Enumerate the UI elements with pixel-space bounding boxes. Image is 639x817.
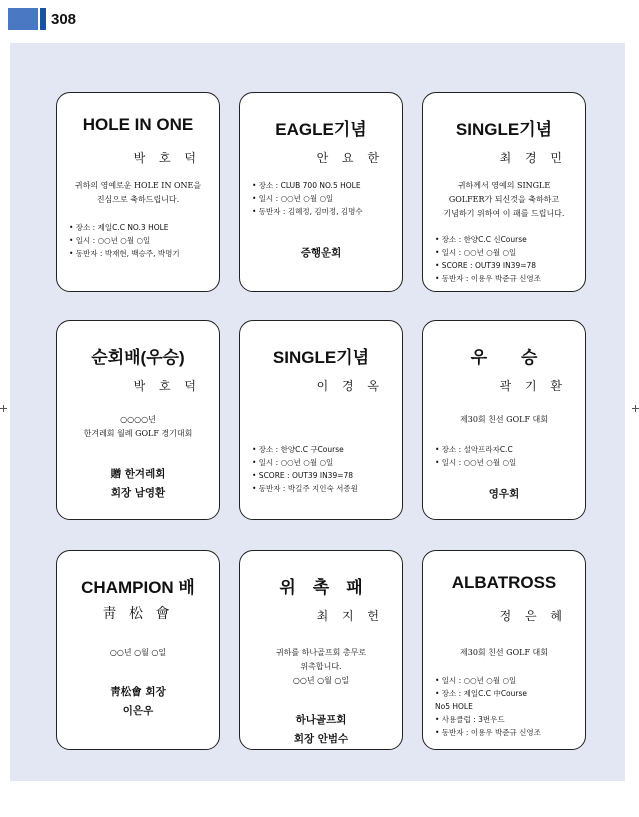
plaque-message — [429, 413, 579, 427]
plaque-card — [56, 550, 220, 750]
plaque-title: SINGLE기념 — [455, 120, 553, 139]
plaque-signature — [240, 244, 402, 263]
message-line: 제30회 친선 GOLF 대회 — [460, 415, 548, 424]
plaque-card — [422, 92, 586, 292]
detail-line: • 장소 : 한양C.C 구Course — [252, 445, 344, 454]
detail-line: • 일시 : ○○년 ○월 ○일 — [435, 676, 517, 685]
crop-mark-right-v — [635, 405, 636, 412]
plaque-card — [239, 320, 403, 520]
plaque-signature — [423, 485, 585, 504]
detail-line: • 일시 : ○○년 ○월 ○일 — [252, 194, 334, 203]
recipient-name: 곽 기 환 — [499, 379, 567, 393]
detail-line: • 사용클럽 : 3번우드 — [435, 715, 505, 724]
detail-line: • 장소 : CLUB 700 NO.5 HOLE — [252, 181, 361, 190]
detail-line: • 동반자 : 김혜정, 김미정, 김명수 — [252, 207, 363, 216]
message-line: 진심으로 축하드립니다. — [96, 195, 180, 204]
page-number-bar — [8, 8, 38, 30]
detail-line: • 일시 : ○○년 ○월 ○일 — [252, 458, 334, 467]
plaque-title: SINGLE기념 — [272, 348, 370, 367]
plaque-subtitle: 靑 松 會 — [102, 606, 174, 622]
signature-line: 하나골프회 — [295, 714, 347, 726]
message-line: ○○년 ○월 ○일 — [292, 676, 350, 685]
detail-line: • 장소 : 제일C.C NO.3 HOLE — [69, 223, 169, 232]
plaque-card — [239, 550, 403, 750]
recipient-name: 최 경 민 — [499, 151, 567, 165]
detail-line: • 동반자 : 이용우 박준규 신영조 — [435, 274, 541, 283]
plaque-message — [63, 646, 213, 660]
plaque-message — [63, 179, 213, 207]
detail-line: • SCORE : OUT39 IN39=78 — [252, 471, 354, 480]
plaque-details — [252, 179, 396, 218]
detail-line: • 동반자 : 박길주 지인숙 서종원 — [252, 484, 358, 493]
message-line: 귀하의 영예로운 HOLE IN ONE을 — [74, 181, 202, 190]
plaque-card — [422, 550, 586, 750]
plaque-message — [429, 179, 579, 221]
message-line: 귀하를 하나골프회 총무로 — [275, 648, 367, 657]
detail-line: • 일시 : ○○년 ○월 ○일 — [69, 236, 151, 245]
plaque-details — [252, 443, 396, 495]
detail-line: • SCORE : OUT39 IN39=78 — [435, 261, 537, 270]
message-line: 제30회 친선 GOLF 대회 — [460, 648, 548, 657]
page-number: 308 — [51, 10, 77, 28]
recipient-name: 박 호 덕 — [133, 151, 201, 165]
plaque-title: HOLE IN ONE — [82, 115, 194, 134]
plaque-message — [246, 646, 396, 688]
page-number-badge — [8, 8, 76, 30]
message-line: GOLFER가 되신것을 축하하고 — [448, 195, 560, 204]
message-line: 한겨레회 월례 GOLF 경기대회 — [83, 429, 193, 438]
page-number-bar-accent — [40, 8, 46, 30]
crop-mark-left-v — [3, 405, 4, 412]
detail-line: No5 HOLE — [435, 702, 473, 711]
plaque-message — [429, 646, 579, 660]
plaque-details — [69, 221, 213, 260]
plaque-title: 우 승 — [470, 348, 538, 367]
message-line: ○○○○년 — [120, 415, 156, 424]
detail-line: • 장소 : 제일C.C 中Course — [435, 689, 528, 698]
detail-line: • 동반자 : 박재현, 백승주, 박명기 — [69, 249, 180, 258]
plaque-details — [435, 674, 579, 739]
plaque-signature — [57, 465, 219, 503]
signature-line: 증행운회 — [300, 247, 342, 259]
detail-line: • 동반자 : 이용우 박준규 신영조 — [435, 728, 541, 737]
recipient-name: 안 요 한 — [316, 151, 384, 165]
plaque-card — [239, 92, 403, 292]
recipient-name: 최 지 헌 — [316, 609, 384, 623]
plaque-title: CHAMPION 배 — [81, 578, 195, 597]
detail-line: • 장소 : 설악프라자C.C — [435, 445, 513, 454]
message-line: ○○년 ○월 ○일 — [109, 648, 167, 657]
recipient-name: 정 은 혜 — [499, 609, 567, 623]
message-line: 귀하께서 영예의 SINGLE — [457, 181, 551, 190]
plaque-details — [435, 233, 579, 285]
plaque-title: 위 촉 패 — [279, 578, 363, 597]
plaque-card — [56, 320, 220, 520]
signature-line: 贈 한겨레회 — [110, 468, 166, 480]
plaque-signature — [57, 683, 219, 721]
message-line: 기념하기 위하여 이 패를 드립니다. — [443, 209, 565, 218]
detail-line: • 장소 : 한양C.C 신Course — [435, 235, 527, 244]
plaque-card — [56, 92, 220, 292]
detail-line: • 일시 : ○○년 ○월 ○일 — [435, 248, 517, 257]
plaque-title: EAGLE기념 — [275, 120, 367, 139]
plaque-title: 순회배(우승) — [91, 348, 185, 367]
signature-line: 회장 남영환 — [110, 487, 166, 499]
signature-line: 靑松會 회장 — [110, 686, 166, 698]
recipient-name: 박 호 덕 — [133, 379, 201, 393]
signature-line: 회장 안범수 — [293, 733, 349, 745]
plaque-signature — [240, 711, 402, 749]
plaque-message — [63, 413, 213, 441]
signature-line: 이은우 — [122, 705, 154, 717]
recipient-name: 이 경 옥 — [316, 379, 384, 393]
plaque-details — [435, 443, 579, 469]
detail-line: • 일시 : ○○년 ○월 ○일 — [435, 458, 517, 467]
message-line: 위촉합니다. — [300, 662, 342, 671]
plaque-title: ALBATROSS — [451, 573, 557, 592]
plaque-card — [422, 320, 586, 520]
signature-line: 영우회 — [488, 488, 520, 500]
